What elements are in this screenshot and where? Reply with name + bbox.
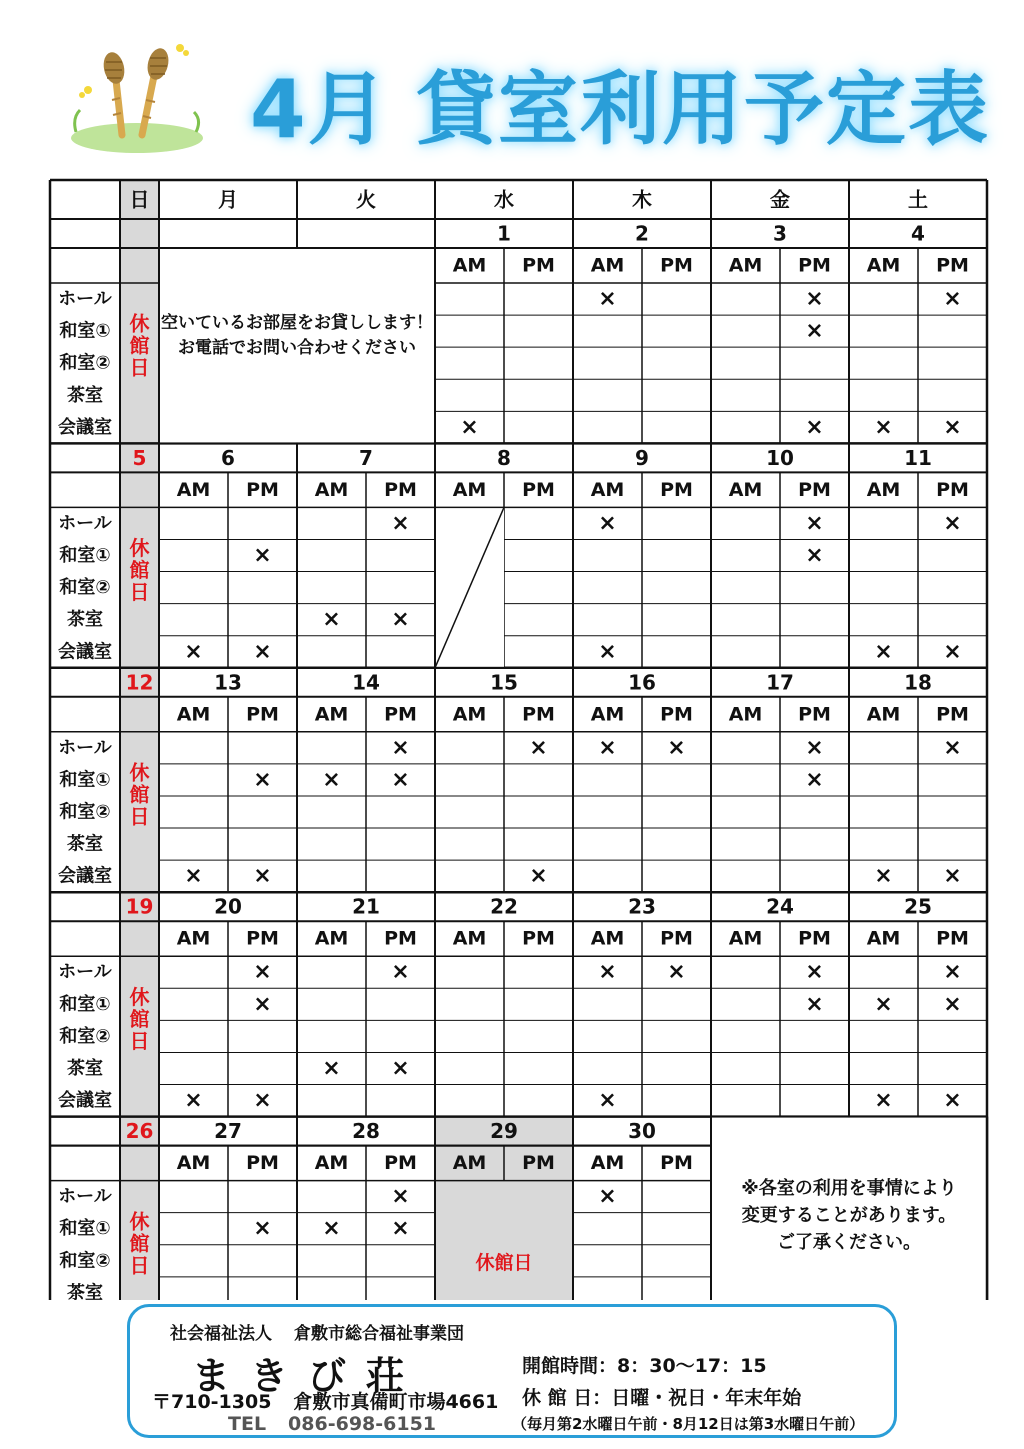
date-label: 5 xyxy=(132,445,147,470)
booked-mark: × xyxy=(598,959,617,985)
pm-label: PM xyxy=(246,478,279,501)
sunday-closed-text: 休 xyxy=(129,536,150,561)
booked-mark: × xyxy=(322,1055,341,1081)
booked-mark: × xyxy=(805,543,824,569)
booked-mark: × xyxy=(943,991,962,1017)
date-label: 26 xyxy=(125,1119,154,1144)
booked-mark: × xyxy=(253,543,272,569)
pm-label: PM xyxy=(384,927,417,950)
date-label: 17 xyxy=(766,670,794,695)
pm-label: PM xyxy=(936,478,969,501)
opening-hours: 開館時間：8：30～17：15 xyxy=(522,1355,767,1377)
date-label: 24 xyxy=(766,894,794,919)
booked-mark: × xyxy=(598,639,617,665)
room-label: 和室① xyxy=(59,545,111,567)
booked-mark: × xyxy=(391,1216,410,1242)
pm-label: PM xyxy=(246,703,279,726)
room-label: 和室① xyxy=(59,320,111,342)
room-label: 和室② xyxy=(59,801,111,823)
booked-mark: × xyxy=(943,863,962,889)
booked-mark: × xyxy=(943,959,962,985)
date-label: 20 xyxy=(214,894,242,919)
sunday-closed-text: 日 xyxy=(129,355,150,380)
sunday-closed-text: 館 xyxy=(129,333,150,358)
booked-mark: × xyxy=(874,414,893,440)
am-label: AM xyxy=(452,927,487,950)
am-label: AM xyxy=(314,927,349,950)
booked-mark: × xyxy=(874,639,893,665)
booked-mark: × xyxy=(943,735,962,761)
booked-mark: × xyxy=(667,959,686,985)
booked-mark: × xyxy=(805,767,824,793)
booked-mark: × xyxy=(874,991,893,1017)
booked-mark: × xyxy=(598,510,617,536)
pm-label: PM xyxy=(798,478,831,501)
date-label: 2 xyxy=(635,221,649,246)
pm-label: PM xyxy=(522,478,555,501)
booked-mark: × xyxy=(943,510,962,536)
am-label: AM xyxy=(590,478,625,501)
am-label: AM xyxy=(728,254,763,277)
room-label: ホール xyxy=(58,288,112,310)
sunday-closed-text: 日 xyxy=(129,580,150,605)
pm-label: PM xyxy=(246,927,279,950)
closed-days-note: （毎月第2水曜日午前・8月12日は第3水曜日午前） xyxy=(512,1415,865,1433)
room-label: 茶室 xyxy=(67,1057,103,1079)
booked-mark: × xyxy=(253,1216,272,1242)
address xyxy=(152,1387,498,1414)
weekday-header-6: 土 xyxy=(908,187,928,212)
pm-label: PM xyxy=(936,703,969,726)
org-name: 倉敷市総合福祉事業団 xyxy=(294,1324,464,1344)
booked-mark: × xyxy=(529,863,548,889)
am-label: AM xyxy=(314,478,349,501)
telephone xyxy=(228,1413,436,1435)
date-label: 8 xyxy=(497,445,511,470)
room-label: 会議室 xyxy=(58,641,112,663)
booked-mark: × xyxy=(598,735,617,761)
booked-mark: × xyxy=(460,414,479,440)
room-label: 茶室 xyxy=(67,1282,103,1300)
tel-label: TEL xyxy=(228,1413,267,1435)
closed-day-29-label: 休館日 xyxy=(475,1251,533,1274)
booked-mark: × xyxy=(874,1088,893,1114)
organization xyxy=(170,1319,464,1344)
booked-mark: × xyxy=(943,414,962,440)
date-label: 3 xyxy=(773,221,787,246)
notice-line: ※各室の利用を事情により xyxy=(741,1178,957,1200)
date-label: 19 xyxy=(125,894,154,919)
am-label: AM xyxy=(728,927,763,950)
booked-mark: × xyxy=(391,767,410,793)
am-label: AM xyxy=(314,1152,349,1175)
pm-label: PM xyxy=(522,703,555,726)
date-label: 14 xyxy=(352,670,380,695)
date-label: 9 xyxy=(635,445,649,470)
am-label: AM xyxy=(866,254,901,277)
room-label: 和室② xyxy=(59,352,111,374)
pm-label: PM xyxy=(384,478,417,501)
title-text: 貸室利用予定表 xyxy=(416,62,990,156)
booked-mark: × xyxy=(184,1088,203,1114)
sunday-closed-text: 館 xyxy=(129,558,150,583)
booked-mark: × xyxy=(874,863,893,889)
sunday-closed-text: 館 xyxy=(129,1231,150,1256)
am-label: AM xyxy=(866,478,901,501)
booked-mark: × xyxy=(805,286,824,312)
weekday-header-3: 水 xyxy=(494,187,514,212)
tel-number: 086-698-6151 xyxy=(288,1413,437,1435)
am-label: AM xyxy=(176,703,211,726)
booked-mark: × xyxy=(598,1184,617,1210)
room-label: 和室② xyxy=(59,1025,111,1047)
weekday-header-0: 日 xyxy=(129,187,150,212)
booked-mark: × xyxy=(184,639,203,665)
am-label: AM xyxy=(452,703,487,726)
room-label: 茶室 xyxy=(67,609,103,631)
pm-label: PM xyxy=(660,478,693,501)
booked-mark: × xyxy=(253,959,272,985)
booked-mark: × xyxy=(943,286,962,312)
room-label: 和室① xyxy=(59,993,111,1015)
room-label: 和室① xyxy=(59,769,111,791)
booked-mark: × xyxy=(253,639,272,665)
am-label: AM xyxy=(452,1152,487,1175)
room-label: ホール xyxy=(58,961,112,983)
org-type: 社会福祉法人 xyxy=(170,1324,272,1344)
am-label: AM xyxy=(452,478,487,501)
pm-label: PM xyxy=(798,927,831,950)
booked-mark: × xyxy=(391,510,410,536)
sunday-closed-text: 館 xyxy=(129,782,150,807)
notice-line: 変更することがあります。 xyxy=(741,1205,957,1227)
room-label: 和室① xyxy=(59,1218,111,1240)
date-label: 12 xyxy=(125,670,154,695)
pm-label: PM xyxy=(936,927,969,950)
sunday-closed-text: 休 xyxy=(129,760,150,785)
date-label: 22 xyxy=(490,894,518,919)
booked-mark: × xyxy=(598,1088,617,1114)
weekday-header-4: 木 xyxy=(632,187,652,212)
date-label: 25 xyxy=(904,894,932,919)
week1-message-line: 空いているお部屋をお貸しします！ xyxy=(161,313,433,333)
am-label: AM xyxy=(728,703,763,726)
date-label: 27 xyxy=(214,1119,242,1144)
am-label: AM xyxy=(866,927,901,950)
booked-mark: × xyxy=(184,863,203,889)
am-label: AM xyxy=(590,254,625,277)
booked-mark: × xyxy=(391,735,410,761)
booked-mark: × xyxy=(805,318,824,344)
date-label: 29 xyxy=(490,1119,518,1144)
date-label: 10 xyxy=(766,445,794,470)
pm-label: PM xyxy=(798,254,831,277)
week1-message-line: お電話でお問い合わせください xyxy=(178,338,416,358)
date-label: 23 xyxy=(628,894,656,919)
booked-mark: × xyxy=(253,863,272,889)
date-label: 16 xyxy=(628,670,656,695)
pm-label: PM xyxy=(522,254,555,277)
date-label: 4 xyxy=(911,221,925,246)
room-label: 和室② xyxy=(59,1250,111,1272)
date-label: 15 xyxy=(490,670,518,695)
booked-mark: × xyxy=(805,735,824,761)
booked-mark: × xyxy=(391,607,410,633)
booked-mark: × xyxy=(598,286,617,312)
am-label: AM xyxy=(590,1152,625,1175)
booked-mark: × xyxy=(391,959,410,985)
pm-label: PM xyxy=(522,1152,555,1175)
booked-mark: × xyxy=(805,959,824,985)
date-label: 21 xyxy=(352,894,380,919)
room-label: 会議室 xyxy=(58,865,112,887)
facility-name: まきび荘 xyxy=(192,1354,425,1398)
notice-line: ご了承ください。 xyxy=(777,1232,921,1254)
sunday-closed-text: 館 xyxy=(129,1006,150,1031)
booked-mark: × xyxy=(391,1055,410,1081)
booked-mark: × xyxy=(322,607,341,633)
booked-mark: × xyxy=(253,767,272,793)
pm-label: PM xyxy=(660,254,693,277)
sunday-closed-text: 休 xyxy=(129,1209,150,1234)
street-address: 倉敷市真備町市場4661 xyxy=(293,1391,499,1413)
booked-mark: × xyxy=(253,991,272,1017)
sunday-closed-text: 休 xyxy=(129,311,150,336)
am-label: AM xyxy=(176,1152,211,1175)
date-label: 1 xyxy=(497,221,511,246)
booked-mark: × xyxy=(322,767,341,793)
weekday-header-5: 金 xyxy=(770,187,790,212)
am-label: AM xyxy=(866,703,901,726)
pm-label: PM xyxy=(384,1152,417,1175)
pm-label: PM xyxy=(660,927,693,950)
booked-mark: × xyxy=(253,1088,272,1114)
pm-label: PM xyxy=(660,703,693,726)
booked-mark: × xyxy=(805,510,824,536)
room-label: 茶室 xyxy=(67,384,103,406)
am-label: AM xyxy=(176,478,211,501)
footer-box xyxy=(127,1304,897,1438)
sunday-closed-text: 日 xyxy=(129,1028,150,1053)
am-label: AM xyxy=(728,478,763,501)
am-label: AM xyxy=(590,927,625,950)
date-label: 7 xyxy=(359,445,373,470)
room-label: ホール xyxy=(58,1186,112,1208)
booked-mark: × xyxy=(322,1216,341,1242)
pm-label: PM xyxy=(522,927,555,950)
room-label: 茶室 xyxy=(67,833,103,855)
booked-mark: × xyxy=(943,639,962,665)
room-label: 会議室 xyxy=(58,416,112,438)
title-month: 4月 xyxy=(250,62,390,156)
weekday-header-2: 火 xyxy=(356,187,376,212)
pm-label: PM xyxy=(246,1152,279,1175)
pm-label: PM xyxy=(936,254,969,277)
am-label: AM xyxy=(176,927,211,950)
room-label: 和室② xyxy=(59,577,111,599)
room-label: ホール xyxy=(58,737,112,759)
booked-mark: × xyxy=(391,1184,410,1210)
booked-mark: × xyxy=(805,414,824,440)
sunday-closed-text: 日 xyxy=(129,804,150,829)
booked-mark: × xyxy=(667,735,686,761)
am-label: AM xyxy=(590,703,625,726)
am-label: AM xyxy=(314,703,349,726)
closed-days: 休 館 日：日曜・祝日・年末年始 xyxy=(522,1387,802,1409)
date-label: 28 xyxy=(352,1119,380,1144)
booked-mark: × xyxy=(943,1088,962,1114)
sunday-closed-text: 休 xyxy=(129,984,150,1009)
room-label: 会議室 xyxy=(58,1090,112,1112)
room-label: ホール xyxy=(58,512,112,534)
booked-mark: × xyxy=(529,735,548,761)
pm-label: PM xyxy=(798,703,831,726)
weekday-header-1: 月 xyxy=(218,187,238,212)
sunday-closed-text: 日 xyxy=(129,1253,150,1278)
booked-mark: × xyxy=(805,991,824,1017)
am-label: AM xyxy=(452,254,487,277)
pm-label: PM xyxy=(384,703,417,726)
postal-code: 〒710-1305 xyxy=(152,1391,272,1413)
date-label: 6 xyxy=(221,445,235,470)
date-label: 30 xyxy=(628,1119,656,1144)
pm-label: PM xyxy=(660,1152,693,1175)
date-label: 18 xyxy=(904,670,932,695)
date-label: 13 xyxy=(214,670,242,695)
date-label: 11 xyxy=(904,445,932,470)
